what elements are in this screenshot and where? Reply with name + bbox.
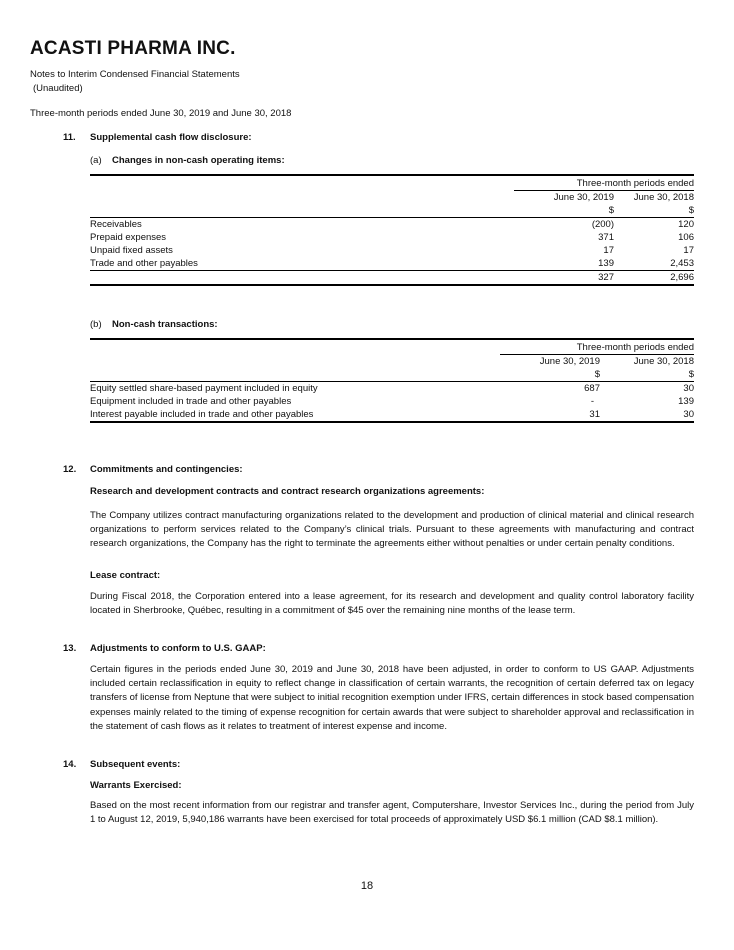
table-row [90,218,694,232]
row-value-2019: 139 [514,257,614,271]
table-a [90,177,694,286]
row-label: Receivables [90,219,142,230]
row-value-2018: 106 [678,232,694,243]
table-b-col-2018: June 30, 2018 [633,356,694,367]
row-label: Interest payable included in trade and other payables [90,408,500,422]
table-b-top-rule [90,338,694,340]
row-value-2018: 120 [678,219,694,230]
row-value-2019: - [590,396,594,407]
section-13-title: Adjustments to conform to U.S. GAAP: [90,643,266,654]
row-label: Unpaid fixed assets [90,245,173,256]
section-13-number: 13. [63,643,77,654]
row-value-2018: 139 [678,396,694,407]
row-value-2018: 30 [683,383,694,394]
row-label: Prepaid expenses [90,232,167,243]
table-row [90,231,694,244]
table-b-unit-2018: $ [600,368,694,382]
period-line: Three-month periods ended June 30, 2019 and June 30, 2018 [30,108,292,119]
section-11b-title: Non-cash transactions: [112,319,218,330]
section-11a-marker: (a) [90,155,102,166]
section-14-title: Subsequent events: [90,759,181,770]
row-label: Equity settled share-based payment included in equity [90,383,318,394]
row-value-2019: 31 [500,408,600,422]
table-a-unit-2018: $ [614,204,694,218]
table-row [90,257,694,271]
statement-subtitle: Notes to Interim Condensed Financial Statements [30,69,240,80]
table-row [90,408,694,422]
section-11a-title: Changes in non-cash operating items: [112,155,285,166]
warrants-exercised-subtitle: Warrants Exercised: [90,780,182,791]
unaudited-label: (Unaudited) [33,83,83,94]
row-label: Equipment included in trade and other payables [90,396,292,407]
company-name: ACASTI PHARMA INC. [30,38,236,59]
table-a-col-2018: June 30, 2018 [633,192,694,203]
rd-contracts-paragraph: The Company utilizes contract manufacturing organizations related to the development and production of clinical material and clinical research organizations to perform services related to the Company’s clinical trials. Pursuant to these agreements with manufacturing and contract research organizations, the Company has the right to terminate the agreements either without penalties or under certain penalty conditions. [90,510,694,550]
table-b-unit-2019: $ [500,368,600,382]
table-row [90,244,694,257]
row-value-2019: (200) [591,219,614,230]
section-14-number: 14. [63,759,77,770]
total-2019: 327 [514,271,614,286]
table-a-col-2019: June 30, 2019 [553,192,614,203]
row-value-2018: 2,453 [614,257,694,271]
table-a-period-header: Three-month periods ended [514,177,694,191]
table-b-period-header: Three-month periods ended [500,341,694,355]
table-a-unit-2019: $ [514,204,614,218]
warrants-exercised-paragraph: Based on the most recent information from our registrar and transfer agent, Computershare, Investor Services Inc., during the period from July 1 to August 12, 2019, 5,940,186 warrants have been exercised for total proceeds of approximately USD $6.1 million (CAD $8.1 million). [90,800,694,826]
row-label: Trade and other payables [90,257,514,271]
rd-contracts-subtitle: Research and development contracts and contract research organizations agreements: [90,486,485,497]
gaap-adjustments-paragraph: Certain figures in the periods ended June 30, 2019 and June 30, 2018 have been adjusted, in order to conform to US GAAP. Adjustments included certain reclassification in equity to reflect change in classification of certain warrants, the recognition of certain deferred tax on legacy transfers of license from Neptune that were subject to initial recognition exemption under IFRS, certain differences in stock based compensation expenses mainly related to the timing of expense recognition for certain awards that were subject to shareholder approval and reclassification in the statement of cash flows as it relates to treatment of interest expense and income. [90,664,694,732]
section-11b-marker: (b) [90,319,102,330]
total-2018: 2,696 [614,271,694,286]
row-value-2019: 371 [598,232,614,243]
lease-contract-paragraph: During Fiscal 2018, the Corporation entered into a lease agreement, for its research and development and quality control laboratory facility located in Sherbrooke, Québec, resulting in a commitment of $45 over the remaining nine months of the lease term. [90,591,694,617]
row-value-2018: 30 [600,408,694,422]
section-12-number: 12. [63,464,77,475]
page-number: 18 [360,880,374,892]
table-b [90,341,694,423]
section-11-title: Supplemental cash flow disclosure: [90,132,252,143]
row-value-2019: 687 [584,383,600,394]
lease-contract-subtitle: Lease contract: [90,570,161,581]
table-total-row [90,271,694,286]
section-12-title: Commitments and contingencies: [90,464,243,475]
row-value-2019: 17 [603,245,614,256]
table-b-col-2019: June 30, 2019 [539,356,600,367]
table-a-top-rule [90,174,694,176]
section-11-number: 11. [63,132,76,143]
table-row [90,382,694,396]
table-row [90,395,694,408]
row-value-2018: 17 [683,245,694,256]
